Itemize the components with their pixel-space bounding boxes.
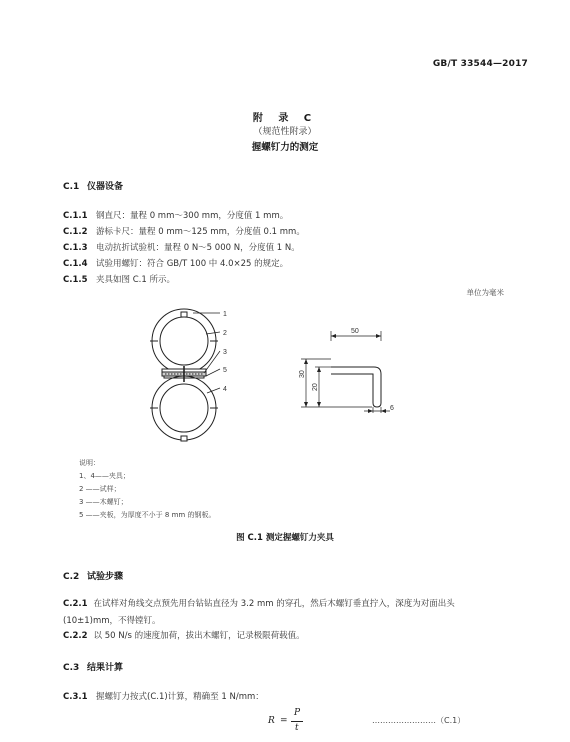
part-label-5: 5 — [223, 367, 227, 374]
legend-item: 5 ——夹板，为厚度不小于 8 mm 的钢板。 — [79, 511, 216, 519]
section-number: C.2 — [63, 572, 80, 582]
formula-denominator: t — [295, 723, 299, 733]
section-title: 结果计算 — [87, 663, 124, 673]
formula-lhs: R — [268, 716, 275, 726]
dim-part-height-label: 20 — [312, 383, 319, 391]
formula-equals: = — [280, 716, 288, 726]
clause-number: C.2.2 — [63, 631, 88, 641]
clause-c1-1 — [63, 209, 288, 221]
clause-c1-4 — [63, 257, 288, 269]
clause-c1-2 — [63, 225, 305, 237]
clause-text: 以 50 N/s 的速度加荷，拔出木螺钉，记录极限荷载值。 — [93, 631, 305, 641]
clause-text: 电动抗折试验机：量程 0 N～5 000 N，分度值 1 N。 — [96, 243, 300, 253]
clause-c2-2 — [63, 628, 508, 645]
clause-text: 钢直尺：量程 0 mm～300 mm，分度值 1 mm。 — [96, 211, 289, 221]
clause-text: 在试样对角线交点预先用台钻钻直径为 3.2 mm 的穿孔，然后木螺钉垂直拧入，深度为对面出头 (10±1)mm，不得镗钉。 — [63, 599, 455, 626]
clause-c1-5 — [63, 273, 175, 285]
part-label-3: 3 — [223, 349, 227, 356]
clause-text: 握螺钉力按式(C.1)计算，精确至 1 N/mm： — [96, 692, 264, 702]
clause-number: C.1.3 — [63, 243, 88, 253]
annex-title: 附 录 C — [252, 113, 318, 124]
formula-c1 — [268, 708, 328, 738]
clause-number: C.3.1 — [63, 692, 88, 702]
unit-note: 单位为毫米 — [466, 288, 504, 297]
clause-c1-3 — [63, 241, 300, 253]
annex-nature: （规范性附录） — [253, 127, 317, 137]
dim-small-label: 6 — [390, 405, 394, 412]
fixture-figure — [0, 300, 570, 460]
dim-total-height-label: 30 — [299, 370, 306, 378]
clause-number: C.1.2 — [63, 227, 88, 237]
section-title: 试验步骤 — [87, 572, 124, 582]
clause-text: 试验用螺钉：符合 GB/T 100 中 4.0×25 的规定。 — [96, 259, 289, 269]
standard-number: GB/T 33544—2017 — [432, 59, 528, 69]
legend-heading: 说明： — [79, 459, 100, 467]
clause-c3-1 — [63, 690, 264, 702]
section-heading-c3 — [63, 660, 123, 673]
clause-c2-1 — [63, 596, 508, 630]
clause-number: C.2.1 — [63, 599, 88, 609]
lower-fixture-ring — [150, 376, 218, 441]
annex-name: 握螺钉力的测定 — [251, 142, 319, 153]
screw-detail — [331, 367, 381, 407]
dim-width-label: 50 — [351, 328, 359, 335]
clause-text: 夹具如图 C.1 所示。 — [96, 275, 175, 285]
legend-item: 3 ——木螺钉； — [79, 498, 128, 506]
section-title: 仪器设备 — [87, 182, 124, 192]
section-number: C.1 — [63, 182, 80, 192]
legend-item: 1、4——夹具； — [79, 472, 130, 480]
formula-number: ……………………（C.1） — [372, 716, 466, 725]
section-heading-c1 — [63, 179, 123, 192]
formula-numerator: P — [294, 708, 301, 718]
clause-number: C.1.5 — [63, 275, 88, 285]
part-label-1: 1 — [223, 311, 227, 318]
clause-number: C.1.4 — [63, 259, 88, 269]
upper-fixture-ring — [150, 309, 218, 373]
section-number: C.3 — [63, 663, 80, 673]
section-heading-c2 — [63, 569, 123, 582]
legend-item: 2 ——试样； — [79, 485, 121, 493]
fraction-bar — [291, 721, 303, 722]
part-label-4: 4 — [223, 386, 227, 393]
clause-number: C.1.1 — [63, 211, 88, 221]
clause-text: 游标卡尺：量程 0 mm～125 mm，分度值 0.1 mm。 — [96, 227, 305, 237]
figure-caption: 图 C.1 测定握螺钉力夹具 — [236, 533, 334, 543]
part-label-2: 2 — [223, 330, 227, 337]
